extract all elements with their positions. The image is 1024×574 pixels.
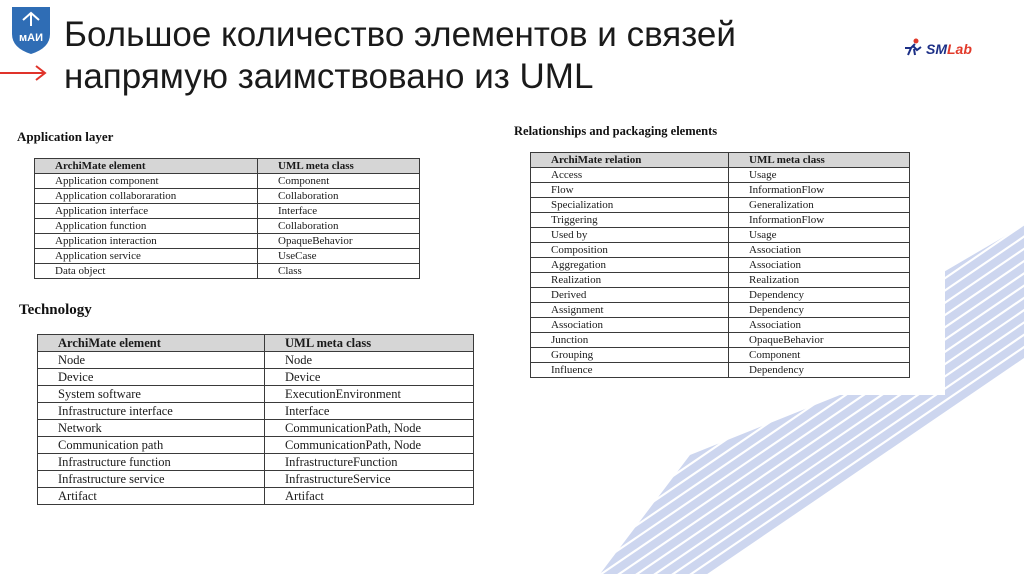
cell-archimate-element: Node [38,352,265,369]
cell-archimate-element: Infrastructure function [38,454,265,471]
heading-application-layer: Application layer [17,129,114,144]
col-header-archimate: ArchiMate element [38,335,265,352]
heading-relationships: Relationships and packaging elements [514,124,718,138]
cell-archimate-element: Data object [35,264,258,279]
table-row [38,403,474,420]
table-row [38,454,474,471]
table-row [35,204,420,219]
cell-uml-meta-class: ExecutionEnvironment [265,386,474,403]
cell-uml-meta-class: Device [265,369,474,386]
cell-archimate-element: System software [38,386,265,403]
table-row [531,258,910,273]
cell-uml-meta-class: Interface [265,403,474,420]
cell-uml-meta-class: InformationFlow [729,183,910,198]
cell-archimate-element: Aggregation [531,258,729,273]
table-row [531,348,910,363]
arrow-right-icon [0,64,50,82]
cell-uml-meta-class: Association [729,318,910,333]
table-row [38,437,474,454]
cell-archimate-element: Derived [531,288,729,303]
cell-uml-meta-class: UseCase [258,249,420,264]
cell-uml-meta-class: OpaqueBehavior [258,234,420,249]
brand-text-sm: SM [926,41,947,57]
table-row [531,303,910,318]
cell-archimate-element: Access [531,168,729,183]
table-row [35,264,420,279]
cell-uml-meta-class: Component [258,174,420,189]
table-technology [37,334,474,505]
title-line-2: напрямую заимствовано из UML [64,57,594,96]
cell-archimate-element: Device [38,369,265,386]
cell-uml-meta-class: Dependency [729,363,910,378]
table-row [531,288,910,303]
table-row [531,168,910,183]
cell-archimate-element: Infrastructure interface [38,403,265,420]
cell-archimate-element: Application function [35,219,258,234]
cell-archimate-element: Grouping [531,348,729,363]
table-row [38,471,474,488]
table-row [35,174,420,189]
col-header-uml: UML meta class [258,159,420,174]
smlab-brand [903,37,972,61]
cell-uml-meta-class: InformationFlow [729,213,910,228]
table-row [531,363,910,378]
cell-uml-meta-class: Realization [729,273,910,288]
cell-uml-meta-class: Class [258,264,420,279]
cell-archimate-element: Composition [531,243,729,258]
title-line-1: Большое количество элементов и связей [64,15,736,54]
cell-archimate-element: Assignment [531,303,729,318]
cell-uml-meta-class: Interface [258,204,420,219]
cell-archimate-element: Association [531,318,729,333]
table-row [35,249,420,264]
svg-text:мАИ: мАИ [19,32,43,44]
cell-uml-meta-class: Dependency [729,303,910,318]
cell-archimate-element: Network [38,420,265,437]
cell-uml-meta-class: Usage [729,168,910,183]
col-header-archimate: ArchiMate element [35,159,258,174]
cell-archimate-element: Communication path [38,437,265,454]
cell-archimate-element: Junction [531,333,729,348]
table-row [531,318,910,333]
table-row [38,488,474,505]
table-row [531,183,910,198]
cell-archimate-element: Application component [35,174,258,189]
table-row [35,234,420,249]
cell-archimate-element: Influence [531,363,729,378]
table-header-row [38,335,474,352]
cell-uml-meta-class: Association [729,258,910,273]
running-figure-icon [903,38,923,61]
col-header-archimate: ArchiMate relation [531,153,729,168]
cell-archimate-element: Application interaction [35,234,258,249]
table-row [531,213,910,228]
slide-title [64,14,894,98]
cell-archimate-element: Used by [531,228,729,243]
cell-archimate-element: Realization [531,273,729,288]
table-row [531,243,910,258]
cell-uml-meta-class: Association [729,243,910,258]
table-relationships [530,152,910,378]
cell-archimate-element: Application collaboraration [35,189,258,204]
heading-technology: Technology [19,302,92,318]
cell-uml-meta-class: Component [729,348,910,363]
cell-archimate-element: Triggering [531,213,729,228]
cell-uml-meta-class: InfrastructureFunction [265,454,474,471]
col-header-uml: UML meta class [729,153,910,168]
table-row [38,369,474,386]
cell-uml-meta-class: Artifact [265,488,474,505]
table-application-layer [34,158,420,279]
cell-archimate-element: Application interface [35,204,258,219]
table-row [35,219,420,234]
table-row [531,198,910,213]
col-header-uml: UML meta class [265,335,474,352]
cell-uml-meta-class: Collaboration [258,189,420,204]
table-row [38,420,474,437]
table-header-row [35,159,420,174]
brand-text-lab: Lab [947,41,972,57]
cell-uml-meta-class: Usage [729,228,910,243]
cell-archimate-element: Infrastructure service [38,471,265,488]
cell-uml-meta-class: Generalization [729,198,910,213]
cell-uml-meta-class: Collaboration [258,219,420,234]
cell-uml-meta-class: Node [265,352,474,369]
cell-uml-meta-class: Dependency [729,288,910,303]
table-row [531,333,910,348]
cell-uml-meta-class: InfrastructureService [265,471,474,488]
cell-archimate-element: Application service [35,249,258,264]
cell-uml-meta-class: CommunicationPath, Node [265,437,474,454]
cell-archimate-element: Specialization [531,198,729,213]
cell-archimate-element: Flow [531,183,729,198]
cell-archimate-element: Artifact [38,488,265,505]
table-row [35,189,420,204]
mai-logo-icon [6,4,56,56]
table-header-row [531,153,910,168]
table-row [531,228,910,243]
cell-uml-meta-class: OpaqueBehavior [729,333,910,348]
table-row [531,273,910,288]
table-row [38,352,474,369]
table-row [38,386,474,403]
cell-uml-meta-class: CommunicationPath, Node [265,420,474,437]
